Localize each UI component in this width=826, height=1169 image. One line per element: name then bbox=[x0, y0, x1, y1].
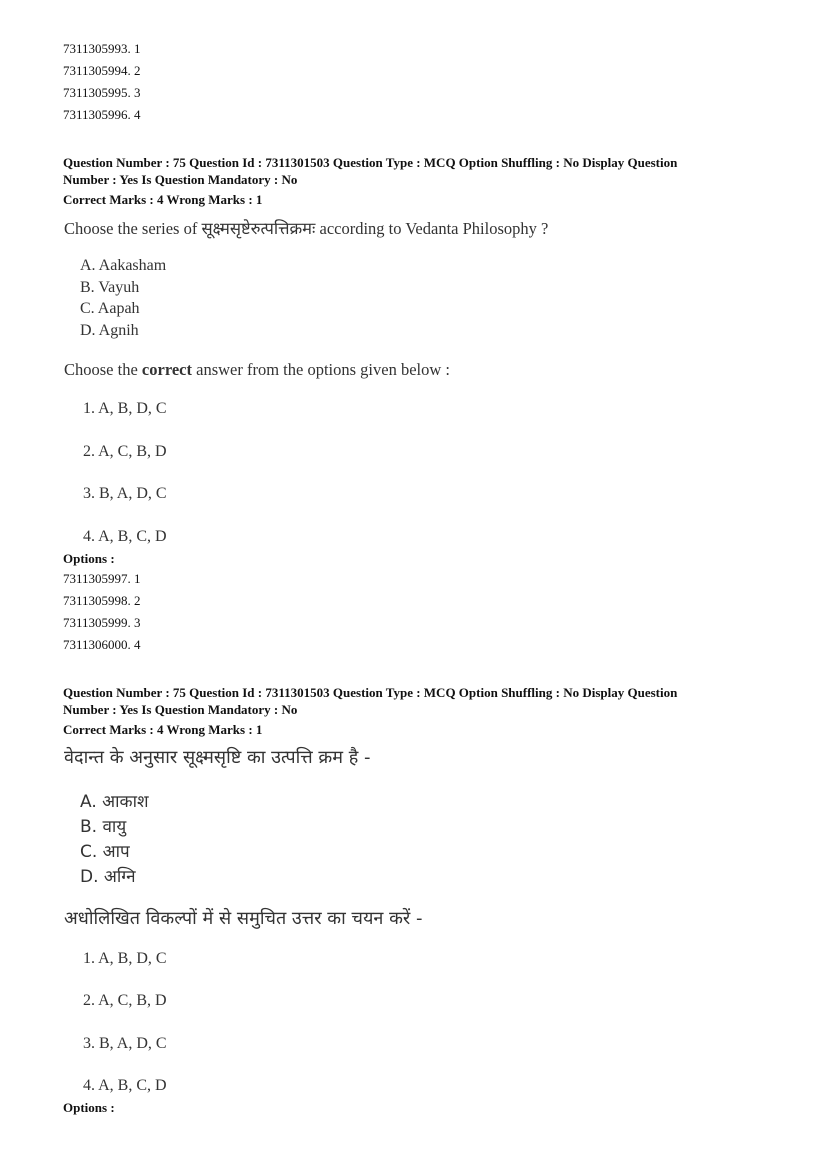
question-meta-line2: Number : Yes Is Question Mandatory : No bbox=[63, 172, 298, 187]
question-meta-line1: Question Number : 75 Question Id : 7311301503 Question Type : MCQ Option Shuffling : No Display Question bbox=[63, 155, 678, 170]
answer-choice: 1. A, B, D, C bbox=[83, 950, 167, 967]
options-label: Options : bbox=[63, 1100, 115, 1115]
option-id: 7311305993. 1 bbox=[63, 41, 141, 56]
statement-item: C. Aapah bbox=[80, 300, 140, 317]
statement-item: D. अग्नि bbox=[80, 867, 136, 887]
statement-item: A. Aakasham bbox=[80, 257, 167, 274]
answer-choice: 4. A, B, C, D bbox=[83, 1077, 167, 1094]
answer-choice: 1. A, B, D, C bbox=[83, 400, 167, 417]
statement-item: B. Vayuh bbox=[80, 279, 140, 296]
question-instruction bbox=[64, 360, 450, 380]
question-meta-line2: Number : Yes Is Question Mandatory : No bbox=[63, 702, 298, 717]
option-id: 7311305995. 3 bbox=[63, 85, 141, 100]
question-marks: Correct Marks : 4 Wrong Marks : 1 bbox=[63, 192, 263, 207]
question-stem: वेदान्त के अनुसार सूक्ष्मसृष्टि का उत्पत्ति क्रम है - bbox=[64, 747, 371, 768]
question-instruction: अधोलिखित विकल्पों में से समुचित उत्तर का चयन करें - bbox=[64, 908, 423, 929]
statement-item: B. वायु bbox=[80, 817, 127, 837]
statement-item: A. आकाश bbox=[80, 792, 149, 812]
question-stem: Choose the series of सूक्ष्मसृष्टेरुत्पत्तिक्रमः according to Vedanta Philosophy ? bbox=[64, 219, 549, 238]
statement-item: D. Agnih bbox=[80, 322, 139, 339]
options-label: Options : bbox=[63, 551, 115, 566]
answer-choice: 2. A, C, B, D bbox=[83, 443, 167, 460]
option-id: 7311305997. 1 bbox=[63, 571, 141, 586]
question-meta-line1: Question Number : 75 Question Id : 7311301503 Question Type : MCQ Option Shuffling : No Display Question bbox=[63, 685, 678, 700]
option-id: 7311305999. 3 bbox=[63, 615, 141, 630]
question-marks: Correct Marks : 4 Wrong Marks : 1 bbox=[63, 722, 263, 737]
instruction-emphasis: correct bbox=[141, 360, 192, 379]
statement-item: C. आप bbox=[80, 842, 130, 862]
answer-choice: 3. B, A, D, C bbox=[83, 485, 167, 502]
option-id: 7311305996. 4 bbox=[63, 107, 141, 122]
answer-choice: 4. A, B, C, D bbox=[83, 528, 167, 545]
instruction-text: answer from the options given below : bbox=[192, 360, 450, 379]
option-id: 7311306000. 4 bbox=[63, 637, 141, 652]
answer-choice: 2. A, C, B, D bbox=[83, 992, 167, 1009]
option-id: 7311305998. 2 bbox=[63, 593, 141, 608]
answer-choice: 3. B, A, D, C bbox=[83, 1035, 167, 1052]
instruction-text: Choose the bbox=[64, 360, 142, 379]
option-id: 7311305994. 2 bbox=[63, 63, 141, 78]
